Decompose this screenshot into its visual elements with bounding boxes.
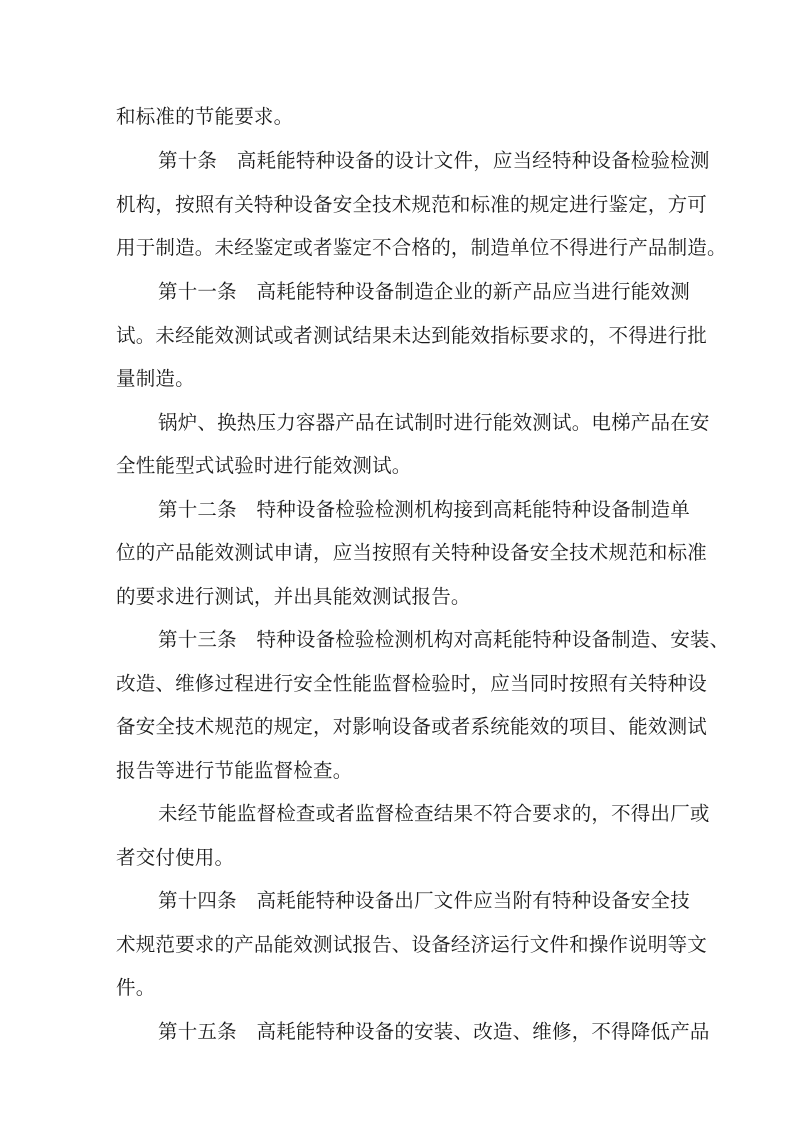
paragraph-first-line: 锅炉、换热压力容器产品在试制时进行能效测试。电梯产品在安 <box>158 411 710 434</box>
text-line: 报告等进行节能监督检查。 <box>116 759 353 782</box>
article-14-heading-line: 第十四条 高耗能特种设备出厂文件应当附有特种设备安全技 <box>158 889 690 912</box>
text-line: 和标准的节能要求。 <box>116 105 294 128</box>
text-line: 的要求进行测试，并出具能效测试报告。 <box>116 585 471 608</box>
paragraph-first-line: 未经节能监督检查或者监督检查结果不符合要求的，不得出厂或 <box>158 802 710 825</box>
text-line: 者交付使用。 <box>116 846 235 869</box>
article-11-heading-line: 第十一条 高耗能特种设备制造企业的新产品应当进行能效测 <box>158 280 690 303</box>
article-10-heading-line: 第十条 高耗能特种设备的设计文件，应当经特种设备检验检测 <box>158 149 710 172</box>
text-line: 术规范要求的产品能效测试报告、设备经济运行文件和操作说明等文 <box>116 933 708 956</box>
article-13-heading-line: 第十三条 特种设备检验检测机构对高耗能特种设备制造、安装、 <box>158 628 730 651</box>
text-line: 位的产品能效测试申请，应当按照有关特种设备安全技术规范和标准 <box>116 541 708 564</box>
text-line: 全性能型式试验时进行能效测试。 <box>116 454 412 477</box>
text-line: 机构，按照有关特种设备安全技术规范和标准的规定进行鉴定，方可 <box>116 193 708 216</box>
text-line: 试。未经能效测试或者测试结果未达到能效指标要求的，不得进行批 <box>116 324 708 347</box>
text-line: 改造、维修过程进行安全性能监督检验时，应当同时按照有关特种设 <box>116 672 708 695</box>
text-line: 件。 <box>116 976 156 999</box>
text-line: 量制造。 <box>116 367 195 390</box>
article-12-heading-line: 第十二条 特种设备检验检测机构接到高耗能特种设备制造单 <box>158 498 690 521</box>
text-line: 用于制造。未经鉴定或者鉴定不合格的，制造单位不得进行产品制造。 <box>116 236 727 259</box>
text-line: 备安全技术规范的规定，对影响设备或者系统能效的项目、能效测试 <box>116 715 708 738</box>
article-15-heading-line: 第十五条 高耗能特种设备的安装、改造、维修，不得降低产品 <box>158 1020 710 1043</box>
